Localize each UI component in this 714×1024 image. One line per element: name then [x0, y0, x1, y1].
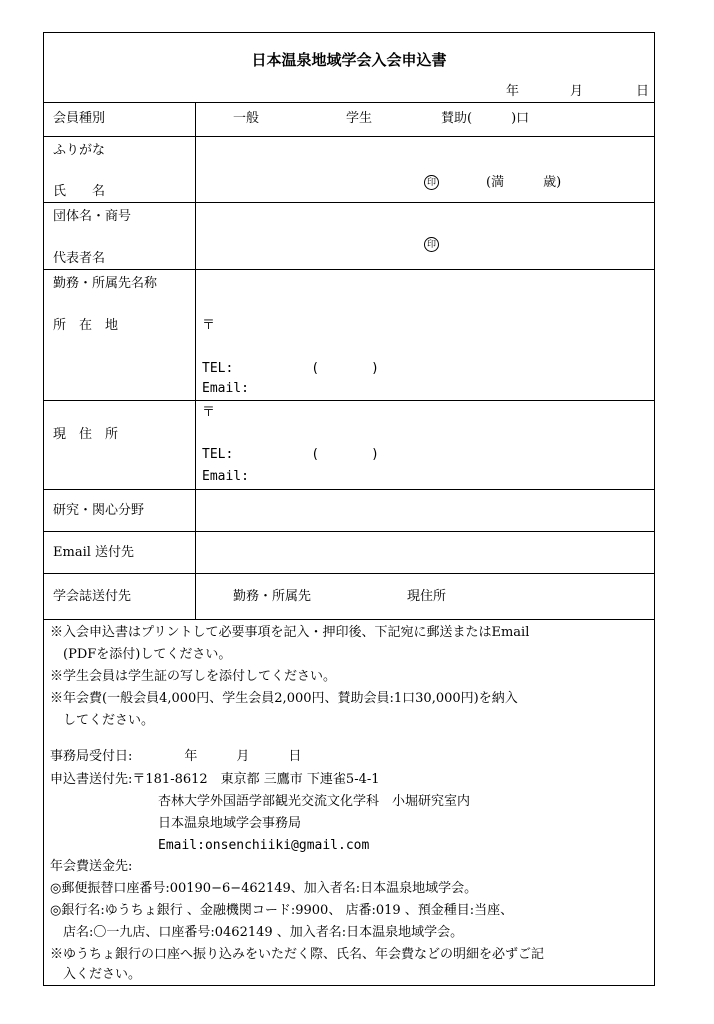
form-title: 日本温泉地域学会入会申込書 — [251, 51, 447, 69]
office-received: 事務局受付日: 年 月 日 — [50, 749, 302, 764]
application-form — [43, 32, 655, 986]
fee-label: 年会費送金先: — [50, 859, 133, 874]
furigana-label: ふりがな — [53, 143, 106, 158]
date-month: 月 — [570, 84, 584, 99]
workplace-email: Email: — [202, 381, 249, 396]
office-send-to: 申込書送付先:〒181-8612 東京都 三鷹市 下連雀5-4-1 — [50, 772, 380, 787]
rule — [44, 136, 654, 137]
member-type-student[interactable]: 学生 — [346, 111, 373, 126]
org-label: 団体名・商号 — [53, 209, 132, 224]
fee-line: ◎郵便振替口座番号:00190−6−462149、加入者名:日本温泉地域学会。 — [50, 881, 478, 896]
rule — [44, 202, 654, 203]
rule — [44, 269, 654, 270]
workplace-label: 勤務・所属先名称 — [53, 276, 158, 291]
member-type-general[interactable]: 一般 — [233, 111, 260, 126]
office-address-line: 日本温泉地域学会事務局 — [158, 816, 302, 831]
rule — [44, 102, 654, 103]
note-line: ※年会費(一般会員4,000円、学生会員2,000円、賛助会員:1口30,000円)を納入 — [50, 691, 518, 706]
fee-line: 店名:〇一九店、口座番号:0462149 、加入者名:日本温泉地域学会。 — [50, 925, 464, 940]
note-line: ※学生会員は学生証の写しを添付してください。 — [50, 669, 337, 684]
date-year: 年 — [506, 84, 520, 99]
home-tel: TEL: ( ) — [202, 447, 379, 462]
rule — [44, 573, 654, 574]
journal-label: 学会誌送付先 — [53, 589, 132, 604]
rule — [44, 619, 654, 620]
workplace-tel: TEL: ( ) — [202, 361, 379, 376]
seal-mark: 印 — [424, 237, 439, 252]
fee-line: ※ゆうちょ銀行の口座へ振り込みをいただく際、氏名、年会費などの明細を必ずご記 — [50, 947, 545, 962]
journal-option-home[interactable]: 現住所 — [407, 589, 447, 604]
note-line: してください。 — [50, 713, 155, 728]
age-field: (満 歳) — [486, 175, 562, 190]
fee-line: ◎銀行名:ゆうちょ銀行 、金融機関コード:9900、 店番:019 、預金種目:当座、 — [50, 903, 514, 918]
rule — [44, 531, 654, 532]
rule — [44, 400, 654, 401]
rule — [44, 489, 654, 490]
column-divider — [195, 102, 196, 619]
workplace-address-label: 所 在 地 — [53, 318, 119, 333]
note-line: (PDFを添付)してください。 — [50, 647, 232, 662]
note-line: ※入会申込書はプリントして必要事項を記入・押印後、下記宛に郵送またはEmail — [50, 625, 530, 640]
office-address-line: 杏林大学外国語学部観光交流文化学科 小堀研究室内 — [158, 794, 471, 809]
email-dest-label: Email 送付先 — [53, 545, 135, 560]
home-email: Email: — [202, 469, 249, 484]
office-email: Email:onsenchiiki@gmail.com — [158, 838, 370, 853]
home-address-label: 現 住 所 — [53, 427, 119, 442]
representative-label: 代表者名 — [53, 251, 106, 266]
home-postal-mark: 〒 — [202, 405, 216, 420]
fee-line: 入ください。 — [50, 967, 142, 982]
workplace-postal-mark: 〒 — [202, 318, 216, 333]
seal-mark: 印 — [424, 175, 439, 190]
journal-option-workplace[interactable]: 勤務・所属先 — [233, 589, 312, 604]
member-type-supporting[interactable]: 賛助( )口 — [441, 111, 530, 126]
member-type-label: 会員種別 — [53, 111, 106, 126]
name-label: 氏 名 — [53, 184, 106, 199]
date-day: 日 — [636, 84, 650, 99]
research-label: 研究・関心分野 — [53, 503, 145, 518]
